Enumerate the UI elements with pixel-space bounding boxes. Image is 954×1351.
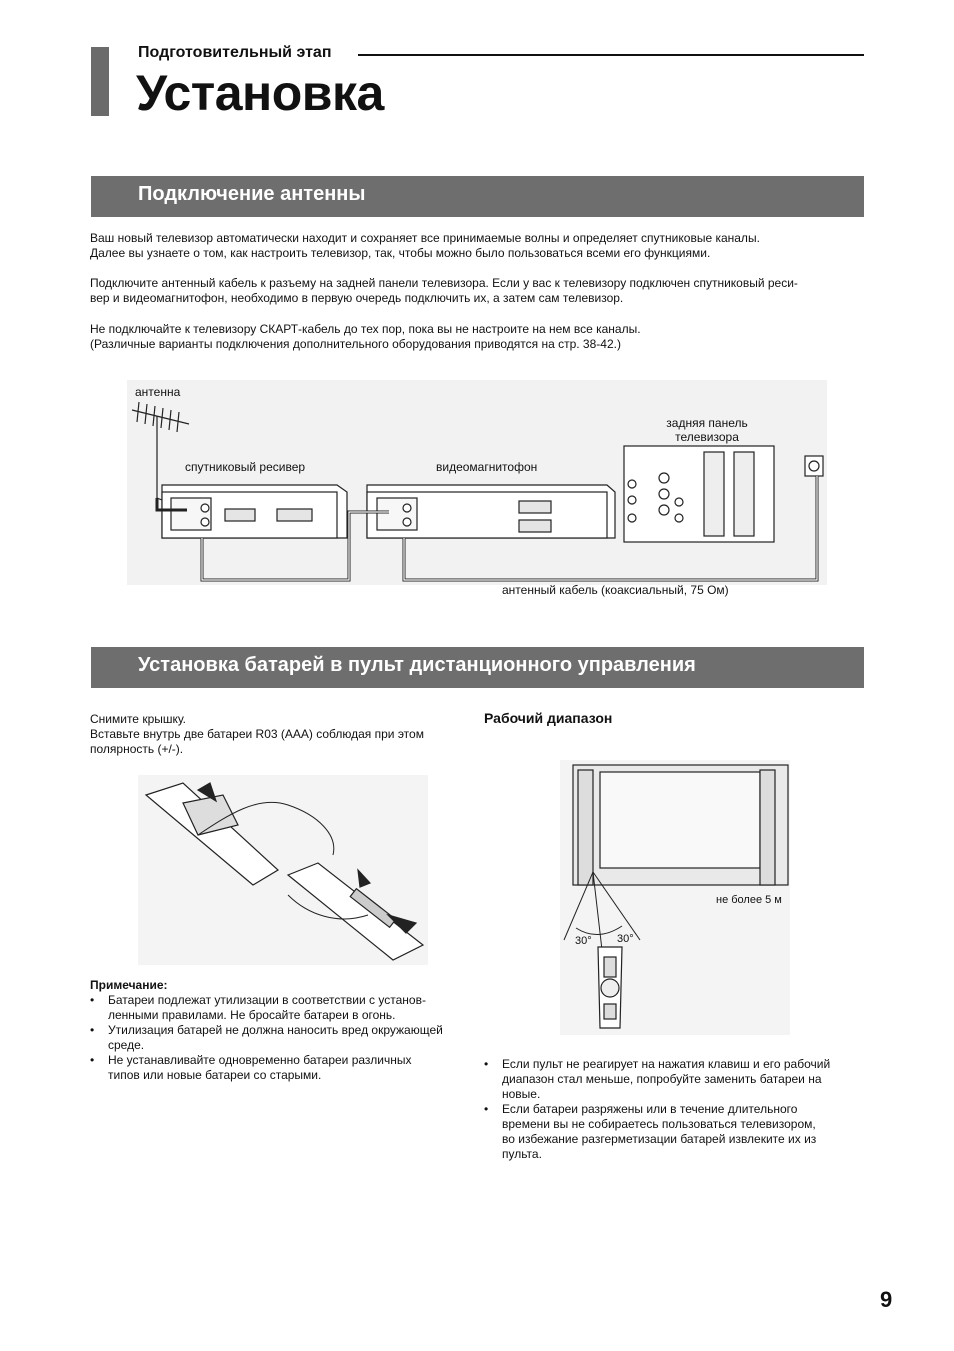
label-vcr: видеомагнитофон: [436, 460, 538, 474]
note-item: [90, 993, 475, 1023]
section-rule: [358, 54, 864, 56]
label-tv-back-panel-line-1: задняя панель: [666, 416, 748, 430]
text-line: • Если пульт не реагирует на нажатия клавиш и его рабочий: [502, 1057, 831, 1071]
range-note-item: [484, 1057, 864, 1102]
note-title: Примечание:: [90, 978, 168, 992]
range-title: Рабочий диапазон: [484, 710, 613, 726]
text-line: типов или новые батареи со старыми.: [108, 1068, 322, 1082]
label-satellite-receiver: спутниковый ресивер: [185, 460, 306, 474]
header-side-bar: [91, 47, 109, 116]
vcr-icon: [367, 485, 615, 538]
range-note-item: [484, 1102, 864, 1162]
text-line: • Если батареи разряжены или в течение длительного: [502, 1102, 798, 1116]
text-line: Снимите крышку.: [90, 712, 187, 726]
text-line: Не подключайте к телевизору СКАРТ-кабель до тех пор, пока вы не настроите на нем все каналы.: [90, 322, 641, 336]
text-line: (Различные варианты подключения дополнительного оборудования приводятся на стр. 38-42.): [90, 337, 621, 351]
text-line: Далее вы узнаете о том, как настроить телевизор, так, чтобы можно было пользоваться всеми его функциями.: [90, 246, 711, 260]
text-line: Вставьте внутрь две батареи R03 (AAA) соблюдая при этом: [90, 727, 424, 741]
tv-icon: [573, 765, 788, 885]
battery-illustration-svg: [138, 775, 428, 965]
antenna-paragraph-2: [90, 276, 860, 306]
antenna-section-heading-band: [91, 176, 864, 217]
text-line: Подключите антенный кабель к разъему на задней панели телевизора. Если у вас к телевизору подключен спутниковый реси-: [90, 276, 798, 290]
text-line: Ваш новый телевизор автоматически находит и сохраняет все принимаемые волны и определяет спутниковые каналы.: [90, 231, 760, 245]
label-tv-back-panel: [657, 416, 757, 444]
text-line: пульта.: [502, 1147, 542, 1161]
label-tv-back-panel-line-2: телевизора: [675, 430, 739, 444]
text-line: ленными правилами. Не бросайте батареи в огонь.: [108, 1008, 396, 1022]
text-line: диапазон стал меньше, попробуйте заменить батареи на: [502, 1072, 822, 1086]
text-line: • Утилизация батарей не должна наносить вред окружающей: [108, 1023, 443, 1037]
note-item: [90, 1023, 475, 1053]
battery-insertion-illustration: [138, 775, 428, 965]
antenna-section-heading: Подключение антенны: [138, 183, 366, 205]
antenna-paragraph-1: [90, 231, 860, 261]
battery-section-heading-band: [91, 647, 864, 688]
label-antenna: антенна: [135, 385, 181, 399]
text-line: вер и видеомагнитофон, необходимо в первую очередь подключить их, а затем сам телевизор.: [90, 291, 624, 305]
page-number: 9: [880, 1287, 893, 1312]
text-line: во избежание разгерметизации батарей извлеките их из: [502, 1132, 817, 1146]
antenna-connection-diagram: [127, 380, 827, 610]
range-distance-label: не более 5 м: [716, 894, 782, 906]
antenna-paragraph-3: [90, 322, 860, 352]
angle-left-label: 30°: [575, 935, 592, 947]
label-antenna-cable: антенный кабель (коаксиальный, 75 Ом): [502, 583, 729, 597]
remote-control-icon: [598, 947, 622, 1028]
range-notes: [484, 1057, 864, 1162]
text-line: полярность (+/-).: [90, 742, 184, 756]
page-title: Установка: [136, 65, 384, 121]
text-line: времени вы не собираетесь пользоваться телевизором,: [502, 1117, 816, 1131]
section-label: Подготовительный этап: [138, 44, 332, 61]
battery-instructions: [90, 712, 470, 757]
diagram-svg: [127, 380, 827, 610]
text-line: • Батареи подлежат утилизации в соответствии с установ-: [108, 993, 426, 1007]
satellite-receiver-icon: [162, 485, 347, 538]
text-line: среде.: [108, 1038, 145, 1052]
text-line: новые.: [502, 1087, 541, 1101]
note-item: [90, 1053, 475, 1083]
battery-notes: [90, 978, 475, 1083]
angle-right-label: 30°: [617, 933, 634, 945]
text-line: • Не устанавливайте одновременно батареи различных: [108, 1053, 412, 1067]
battery-section-heading: Установка батарей в пульт дистанционного управления: [138, 654, 696, 676]
